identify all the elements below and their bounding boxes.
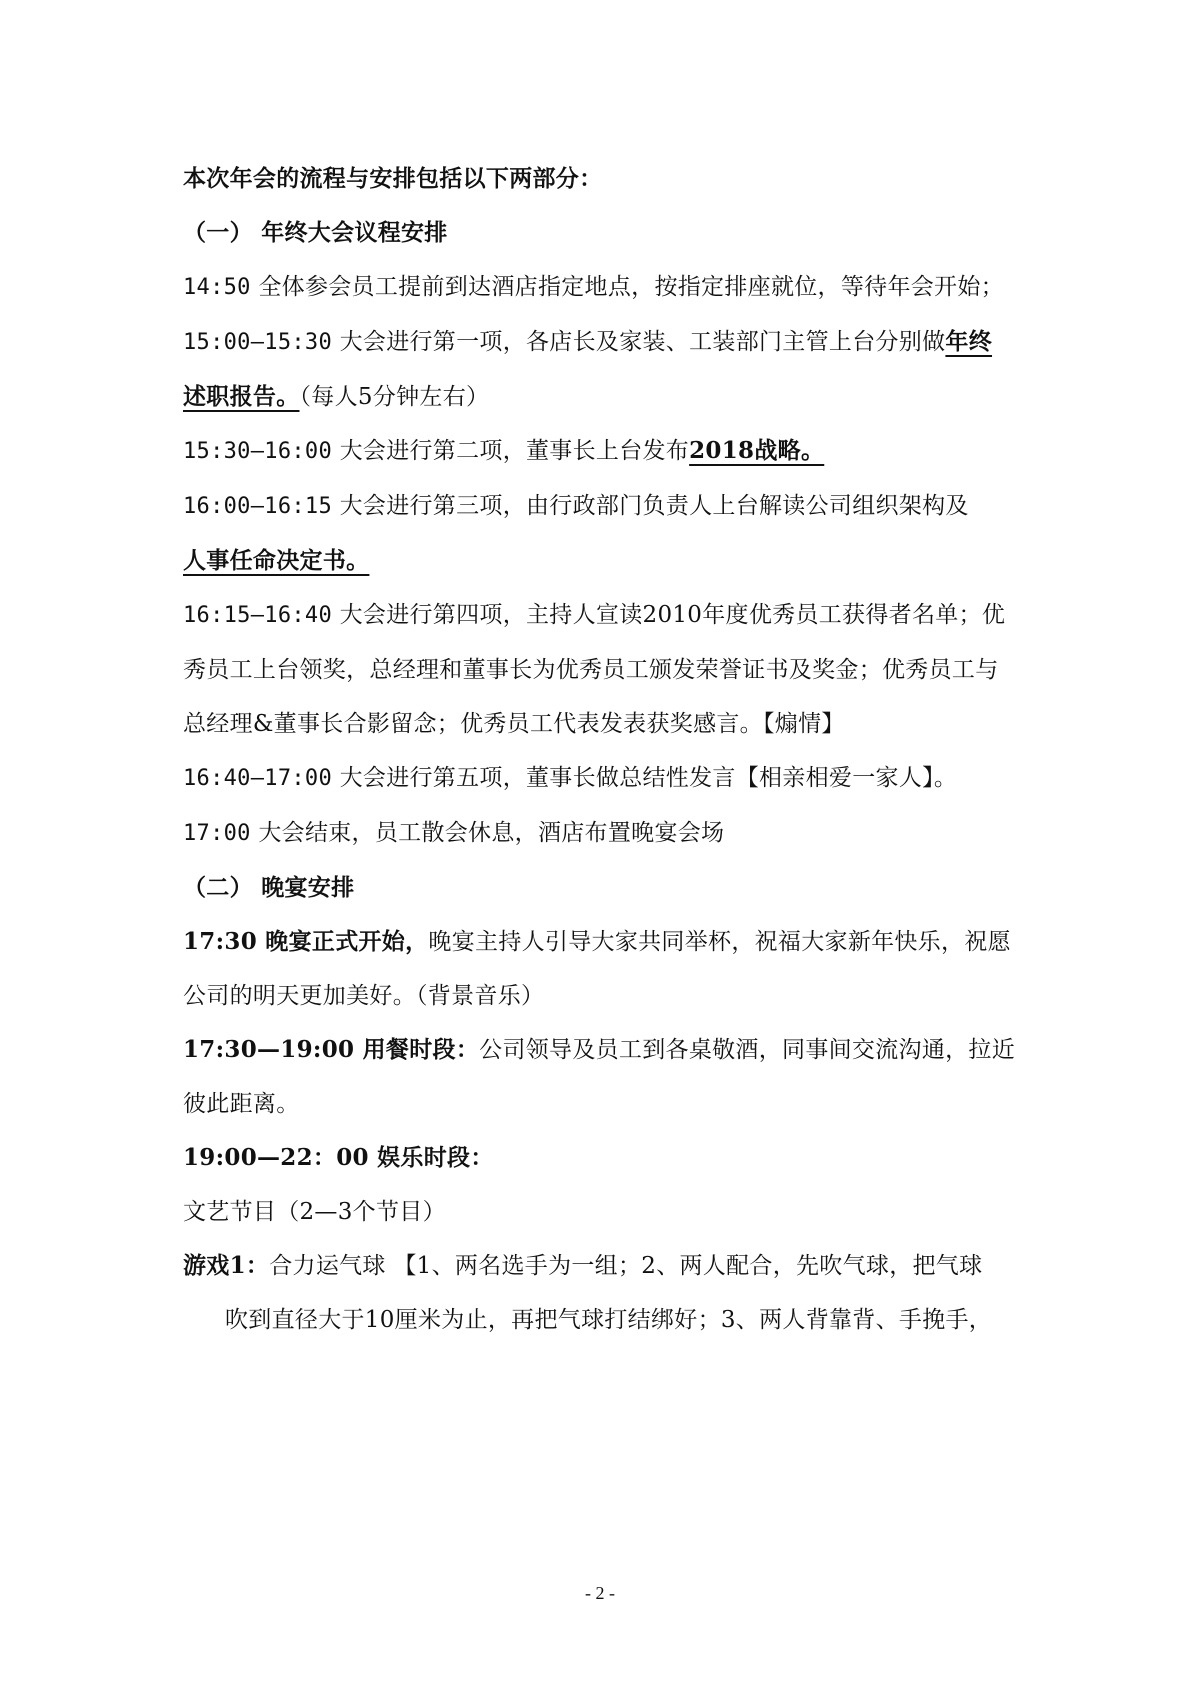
- agenda-line-4: [183, 424, 1033, 479]
- dinner-bold: 17:30—19:00 用餐时段：: [183, 1036, 480, 1063]
- intro-heading: 本次年会的流程与安排包括以下两部分：: [183, 165, 603, 192]
- agenda-text: 大会进行第五项，董事长做总结性发言【相亲相爱一家人】。: [332, 765, 958, 791]
- dinner-line-8: 吹到直径大于10厘米为止，再把气球打结绑好；3、两人背靠背、手挽手，: [225, 1307, 993, 1333]
- section-1-title: （一） 年终大会议程安排: [183, 219, 448, 246]
- agenda-time: 15:00—15:30: [183, 330, 332, 355]
- section-2-title: （二） 晚宴安排: [183, 874, 355, 901]
- dinner-bold: 游戏1：: [183, 1252, 270, 1279]
- agenda-underlined: 人事任命决定书。: [183, 547, 370, 574]
- agenda-line-1: [183, 260, 1033, 315]
- agenda-text: 全体参会员工提前到达酒店指定地点，按指定排座就位，等待年会开始；: [250, 274, 1004, 300]
- agenda-line-8: 秀员工上台领奖，总经理和董事长为优秀员工颁发荣誉证书及奖金；优秀员工与: [183, 657, 999, 683]
- dinner-bold: 17:30 晚宴正式开始，: [183, 928, 429, 955]
- agenda-underlined: 2018战略。: [689, 437, 825, 464]
- agenda-time: 16:40—17:00: [183, 766, 332, 791]
- agenda-time: 15:30—16:00: [183, 439, 332, 464]
- agenda-text: 大会结束，员工散会休息，酒店布置晚宴会场: [250, 820, 725, 846]
- dinner-line-4: 彼此距离。: [183, 1091, 300, 1117]
- agenda-line-5: [183, 479, 1033, 534]
- agenda-time: 17:00: [183, 821, 251, 846]
- agenda-text: 大会进行第一项，各店长及家装、工装部门主管上台分别做: [332, 329, 946, 355]
- agenda-time: 14:50: [183, 275, 251, 300]
- agenda-underlined: 述职报告。: [183, 383, 300, 410]
- agenda-line-2: [183, 315, 1033, 370]
- agenda-text: 大会进行第四项，主持人宣读2010年度优秀员工获得者名单；优: [332, 602, 1006, 628]
- agenda-line-10: [183, 751, 1033, 806]
- dinner-line-6: 文艺节目（2—3个节目）: [183, 1199, 446, 1225]
- dinner-text: 合力运气球 【1、两名选手为一组；2、两人配合，先吹气球，把气球: [269, 1253, 983, 1279]
- agenda-line-6: [183, 534, 1033, 588]
- agenda-line-7: [183, 588, 1033, 643]
- agenda-text: 大会进行第三项，由行政部门负责人上台解读公司组织架构及: [332, 493, 969, 519]
- agenda-text: 大会进行第二项，董事长上台发布: [332, 438, 690, 464]
- agenda-line-9: 总经理&董事长合影留念；优秀员工代表发表获奖感言。【煽情】: [183, 711, 845, 737]
- agenda-line-3: [183, 370, 1033, 424]
- dinner-line-1: [183, 915, 1033, 969]
- dinner-line-2: 公司的明天更加美好。（背景音乐）: [183, 983, 545, 1009]
- dinner-line-7: [183, 1239, 1033, 1293]
- dinner-line-3: [183, 1023, 1033, 1077]
- agenda-time: 16:15—16:40: [183, 603, 332, 628]
- dinner-line-5: 19:00—22：00 娱乐时段：: [183, 1144, 494, 1171]
- agenda-time: 16:00—16:15: [183, 494, 332, 519]
- page-number: - 2 -: [585, 1583, 615, 1603]
- agenda-line-11: [183, 806, 1033, 861]
- agenda-text: （每人5分钟左右）: [299, 384, 490, 410]
- agenda-underlined: 年终: [945, 328, 993, 355]
- dinner-text: 晚宴主持人引导大家共同举杯，祝福大家新年快乐，祝愿: [428, 929, 1011, 955]
- dinner-text: 公司领导及员工到各桌敬酒，同事间交流沟通，拉近: [479, 1037, 1016, 1063]
- document-body: [183, 152, 1033, 1347]
